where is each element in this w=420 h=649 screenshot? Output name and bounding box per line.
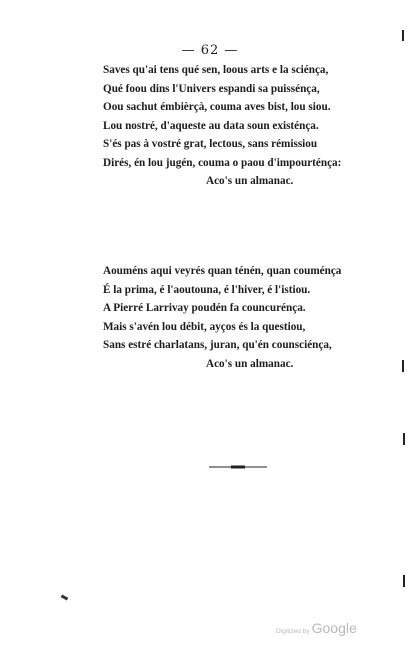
verse-line: Oou sachut émbièrçà, couma aves bist, lou siou.: [103, 101, 331, 113]
verse-line: Dirés, én lou jugén, couma o paou d'impourténça:: [103, 156, 342, 169]
verse-line: É la prima, é l'aoutouna, é l'hiver, é l'istiou.: [103, 283, 311, 296]
page-number: — 62 —: [181, 43, 239, 58]
verse-line: Sans estré charlatans, juran, qu'én counsciénça,: [103, 339, 332, 351]
watermark-prefix: Digitized by: [276, 628, 310, 635]
verse-line: Qué foou dins l'Univers espandi sa puissénça,: [103, 82, 320, 95]
refrain-line: Aco's un almanac.: [206, 357, 294, 370]
watermark-brand: Google: [311, 620, 357, 636]
verse-line: Saves qu'ai tens qué sen, loous arts e la sciénça,: [103, 64, 329, 76]
google-watermark: [276, 620, 357, 638]
margin-mark: [402, 360, 404, 372]
verse-line: A Pierré Larrivay poudén fa councurénça.: [103, 302, 306, 314]
verse-line: Aouméns aqui veyrés quan ténén, quan couménça: [103, 265, 342, 277]
verse-line: Lou nostré, d'aqueste au data soun existénça.: [103, 119, 319, 132]
margin-mark: [402, 30, 404, 41]
margin-mark: [403, 433, 405, 445]
verse-line: S'és pas à vostré grat, lectous, sans rémissiou: [103, 138, 318, 150]
ink-mark: [61, 595, 69, 601]
refrain-line: Aco's un almanac.: [206, 175, 294, 187]
verse-line: Mais s'avén lou débit, ayços és la questiou,: [103, 320, 306, 333]
stanza-1: [103, 61, 403, 191]
stanza-2: [103, 262, 403, 373]
ornament-divider: [209, 465, 267, 469]
margin-mark: [403, 575, 405, 587]
